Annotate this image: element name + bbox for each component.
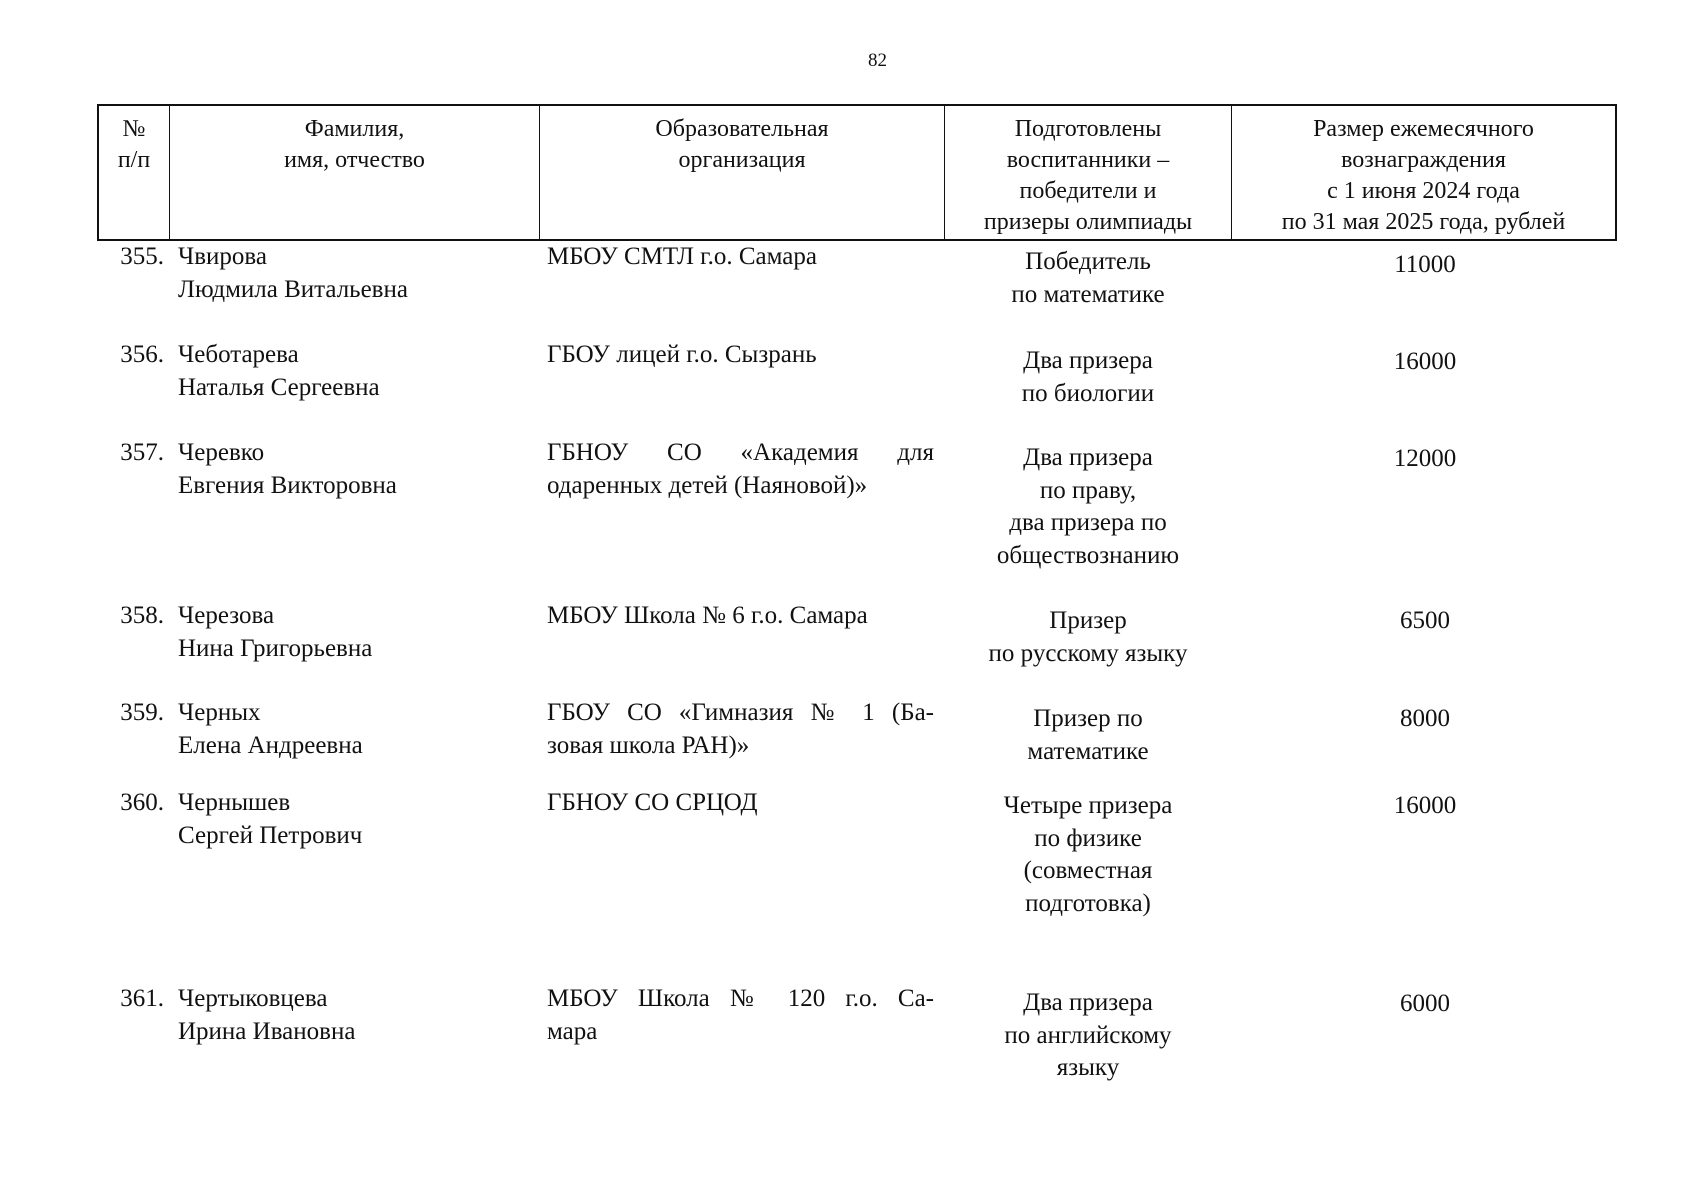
row-org bbox=[547, 983, 934, 1048]
row-achievement bbox=[948, 703, 1228, 768]
achievement-line: по праву, bbox=[1039, 476, 1137, 504]
row-reward: 12000 bbox=[1393, 445, 1457, 472]
header-achievement-line: воспитанники – bbox=[1006, 147, 1170, 173]
row-reward: 11000 bbox=[1394, 251, 1456, 278]
org-line: МБОУ Школа № 120 г.о. Са- bbox=[547, 985, 934, 1012]
achievement-line: Призер bbox=[1049, 607, 1127, 634]
org-line: ГБОУ лицей г.о. Сызрань bbox=[547, 341, 817, 368]
row-name bbox=[178, 600, 538, 665]
org-line: МБОУ Школа № 6 г.о. Самара bbox=[547, 602, 868, 629]
name-line: Черевко bbox=[178, 439, 265, 466]
header-reward-line: с 1 июня 2024 года bbox=[1327, 178, 1520, 204]
header-num-line: № bbox=[122, 116, 146, 142]
row-name bbox=[178, 437, 538, 502]
header-name bbox=[169, 106, 539, 239]
header-achievement-line: Подготовлены bbox=[1014, 116, 1162, 142]
row-name bbox=[178, 787, 538, 852]
row-reward: 16000 bbox=[1393, 348, 1457, 375]
row-org bbox=[547, 437, 934, 502]
achievement-line: по физике bbox=[1034, 824, 1142, 852]
achievement-line: по английскому bbox=[1004, 1021, 1172, 1049]
row-reward: 16000 bbox=[1393, 792, 1457, 819]
table-header bbox=[97, 104, 1617, 241]
row-name bbox=[178, 339, 538, 404]
row-name bbox=[178, 241, 538, 306]
name-line: Черных bbox=[178, 699, 261, 726]
name-line: Чертыковцева bbox=[178, 985, 328, 1012]
header-num-line: п/п bbox=[117, 147, 151, 173]
name-line: Людмила Витальевна bbox=[178, 275, 408, 303]
row-org bbox=[547, 600, 934, 633]
achievement-line: Победитель bbox=[1025, 248, 1151, 275]
org-line: ГБОУ СО «Гимназия № 1 (Ба- bbox=[547, 699, 934, 726]
name-line: Наталья Сергеевна bbox=[178, 373, 380, 401]
name-line: Елена Андреевна bbox=[178, 731, 363, 759]
row-name bbox=[178, 983, 538, 1048]
header-org bbox=[539, 106, 944, 239]
org-line: одаренных детей (Наяновой)» bbox=[547, 471, 868, 499]
row-org bbox=[547, 241, 934, 274]
page-number: 82 bbox=[868, 50, 887, 71]
achievement-line: (совместная bbox=[1023, 857, 1153, 884]
achievement-line: Четыре призера bbox=[1003, 792, 1173, 819]
achievement-line: по русскому языку bbox=[988, 639, 1188, 667]
header-name-line: имя, отчество bbox=[284, 147, 425, 173]
row-org bbox=[547, 697, 934, 762]
header-reward-line: Размер ежемесячного bbox=[1313, 116, 1534, 142]
achievement-line: по биологии bbox=[1021, 379, 1155, 407]
row-achievement bbox=[948, 345, 1228, 410]
achievement-line: Призер по bbox=[1033, 705, 1143, 732]
org-line: мара bbox=[547, 1017, 598, 1045]
row-achievement bbox=[948, 605, 1228, 670]
org-line: ГБНОУ СО СРЦОД bbox=[547, 789, 758, 816]
row-reward: 6000 bbox=[1400, 990, 1450, 1017]
header-reward-line: вознаграждения bbox=[1341, 147, 1506, 173]
row-org bbox=[547, 787, 934, 820]
achievement-line: по математике bbox=[1011, 280, 1165, 308]
row-number: 361. bbox=[120, 985, 164, 1012]
name-line: Чеботарева bbox=[178, 341, 299, 368]
header-achievement-line: победители и bbox=[1019, 178, 1157, 204]
row-number: 359. bbox=[120, 699, 164, 726]
row-achievement bbox=[948, 442, 1228, 572]
header-reward-line: по 31 мая 2025 года, рублей bbox=[1281, 209, 1566, 235]
name-line: Ирина Ивановна bbox=[178, 1017, 356, 1045]
name-line: Евгения Викторовна bbox=[178, 471, 397, 499]
header-achievement bbox=[944, 106, 1231, 239]
header-achievement-line: призеры олимпиады bbox=[983, 209, 1193, 235]
name-line: Чвирова bbox=[178, 243, 268, 270]
header-name-line: Фамилия, bbox=[304, 116, 405, 142]
row-org bbox=[547, 339, 934, 372]
achievement-line: Два призера bbox=[1023, 347, 1153, 374]
org-line: МБОУ СМТЛ г.о. Самара bbox=[547, 243, 817, 270]
row-number: 355. bbox=[120, 243, 164, 270]
achievement-line: два призера по bbox=[1009, 509, 1167, 536]
achievement-line: языку bbox=[1056, 1054, 1120, 1081]
achievement-line: Два призера bbox=[1023, 989, 1153, 1016]
name-line: Черезова bbox=[178, 602, 275, 629]
org-line: зовая школа РАН)» bbox=[547, 731, 750, 759]
achievement-line: подготовка) bbox=[1025, 889, 1151, 917]
row-reward: 8000 bbox=[1400, 705, 1450, 732]
row-reward: 6500 bbox=[1400, 607, 1450, 634]
name-line: Сергей Петрович bbox=[178, 821, 363, 849]
row-number: 360. bbox=[120, 789, 164, 816]
row-number: 358. bbox=[120, 602, 164, 629]
name-line: Нина Григорьевна bbox=[178, 634, 373, 662]
achievement-line: Два призера bbox=[1023, 444, 1153, 471]
row-achievement bbox=[948, 987, 1228, 1085]
row-name bbox=[178, 697, 538, 762]
header-org-line: Образовательная bbox=[655, 116, 829, 142]
header-reward bbox=[1231, 106, 1615, 239]
name-line: Чернышев bbox=[178, 789, 291, 816]
header-num bbox=[99, 106, 169, 239]
row-number: 356. bbox=[120, 341, 164, 368]
row-achievement bbox=[948, 790, 1228, 920]
row-achievement bbox=[948, 246, 1228, 311]
achievement-line: математике bbox=[1027, 737, 1149, 765]
achievement-line: обществознанию bbox=[996, 541, 1180, 569]
org-line: ГБНОУ СО «Академия для bbox=[547, 439, 934, 466]
row-number: 357. bbox=[120, 439, 164, 466]
header-org-line: организация bbox=[678, 147, 806, 173]
